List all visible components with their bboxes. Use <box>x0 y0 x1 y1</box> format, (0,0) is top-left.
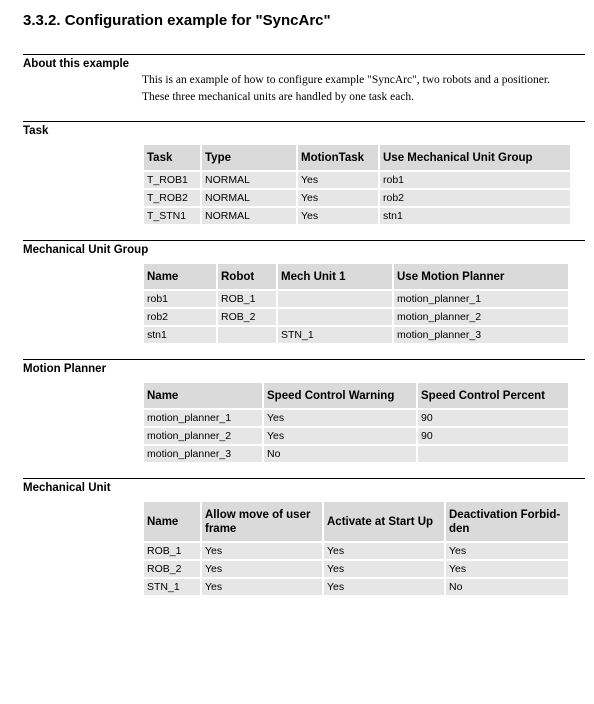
table-row <box>144 208 570 224</box>
table-cell: ROB_2 <box>218 309 276 325</box>
table-cell: Yes <box>264 428 416 444</box>
table-cell: Yes <box>202 543 322 559</box>
mechanical-unit-group-table <box>142 262 570 345</box>
table-cell: 90 <box>418 410 568 426</box>
column-header: Use Mechanical Unit Group <box>380 145 570 170</box>
column-header: Speed Control Warning <box>264 383 416 408</box>
table-cell: Yes <box>202 579 322 595</box>
table-cell: motion_planner_1 <box>144 410 262 426</box>
table-cell: stn1 <box>380 208 570 224</box>
table-row <box>144 309 568 325</box>
table-header-row <box>144 145 570 170</box>
table-cell: rob2 <box>144 309 216 325</box>
table-header-row <box>144 264 568 289</box>
table-cell: 90 <box>418 428 568 444</box>
table-row <box>144 172 570 188</box>
section-divider <box>23 121 585 122</box>
table-cell: Yes <box>324 579 444 595</box>
table-cell <box>418 446 568 462</box>
table-cell: T_ROB1 <box>144 172 200 188</box>
table-cell: STN_1 <box>278 327 392 343</box>
table-header-row <box>144 502 568 541</box>
table-cell <box>218 327 276 343</box>
intro-line-1: This is an example of how to configure example "SyncArc", two robots and a positioner. <box>142 74 550 86</box>
section-about <box>23 54 585 103</box>
section-divider <box>23 359 585 360</box>
table-cell: Yes <box>202 561 322 577</box>
table-cell: Yes <box>324 543 444 559</box>
section-heading: Task <box>23 125 49 137</box>
section-heading: Mechanical Unit <box>23 482 111 494</box>
table-cell: STN_1 <box>144 579 200 595</box>
table-cell: motion_planner_1 <box>394 291 568 307</box>
column-header: Mech Unit 1 <box>278 264 392 289</box>
table-row <box>144 291 568 307</box>
section-mechanical-unit-group <box>23 240 585 341</box>
table-cell: motion_planner_2 <box>144 428 262 444</box>
table-row <box>144 190 570 206</box>
table-cell: rob2 <box>380 190 570 206</box>
column-header: Use Motion Planner <box>394 264 568 289</box>
column-header: MotionTask <box>298 145 378 170</box>
table-cell: NORMAL <box>202 208 296 224</box>
column-header: Allow move of user frame <box>202 502 322 541</box>
table-cell: Yes <box>298 190 378 206</box>
table-row <box>144 561 568 577</box>
table-cell: Yes <box>298 172 378 188</box>
page-title: 3.3.2. Configuration example for "SyncArc" <box>23 12 331 29</box>
section-heading: Mechanical Unit Group <box>23 244 149 256</box>
table-cell: motion_planner_2 <box>394 309 568 325</box>
table-row <box>144 428 568 444</box>
table-cell: No <box>446 579 568 595</box>
section-divider <box>23 240 585 241</box>
column-header: Speed Control Percent <box>418 383 568 408</box>
column-header: Name <box>144 264 216 289</box>
section-divider <box>23 478 585 479</box>
column-header: Name <box>144 383 262 408</box>
section-heading: Motion Planner <box>23 363 107 375</box>
table-cell: ROB_1 <box>144 543 200 559</box>
table-cell: Yes <box>446 561 568 577</box>
table-cell: rob1 <box>144 291 216 307</box>
motion-planner-table <box>142 381 570 464</box>
table-cell <box>278 309 392 325</box>
section-mechanical-unit <box>23 478 585 593</box>
table-cell <box>278 291 392 307</box>
mechanical-unit-table <box>142 500 570 597</box>
table-cell: NORMAL <box>202 190 296 206</box>
table-row <box>144 579 568 595</box>
table-cell: Yes <box>324 561 444 577</box>
table-header-row <box>144 383 568 408</box>
table-cell: Yes <box>446 543 568 559</box>
table-cell: ROB_2 <box>144 561 200 577</box>
table-cell: NORMAL <box>202 172 296 188</box>
table-row <box>144 410 568 426</box>
task-table <box>142 143 572 226</box>
table-row <box>144 327 568 343</box>
table-cell: T_ROB2 <box>144 190 200 206</box>
column-header: Deactivation Forbid-den <box>446 502 568 541</box>
section-divider <box>23 54 585 55</box>
column-header: Name <box>144 502 200 541</box>
table-cell: stn1 <box>144 327 216 343</box>
intro-line-2: These three mechanical units are handled by one task each. <box>142 91 415 103</box>
section-heading: About this example <box>23 58 130 70</box>
table-row <box>144 543 568 559</box>
section-task <box>23 121 585 222</box>
intro-text <box>142 72 587 106</box>
table-cell: motion_planner_3 <box>144 446 262 462</box>
table-row <box>144 446 568 462</box>
table-cell: Yes <box>264 410 416 426</box>
table-cell: Yes <box>298 208 378 224</box>
table-cell: T_STN1 <box>144 208 200 224</box>
table-cell: motion_planner_3 <box>394 327 568 343</box>
table-cell: rob1 <box>380 172 570 188</box>
column-header: Task <box>144 145 200 170</box>
table-cell: ROB_1 <box>218 291 276 307</box>
table-cell: No <box>264 446 416 462</box>
section-motion-planner <box>23 359 585 460</box>
column-header: Robot <box>218 264 276 289</box>
column-header: Type <box>202 145 296 170</box>
column-header: Activate at Start Up <box>324 502 444 541</box>
